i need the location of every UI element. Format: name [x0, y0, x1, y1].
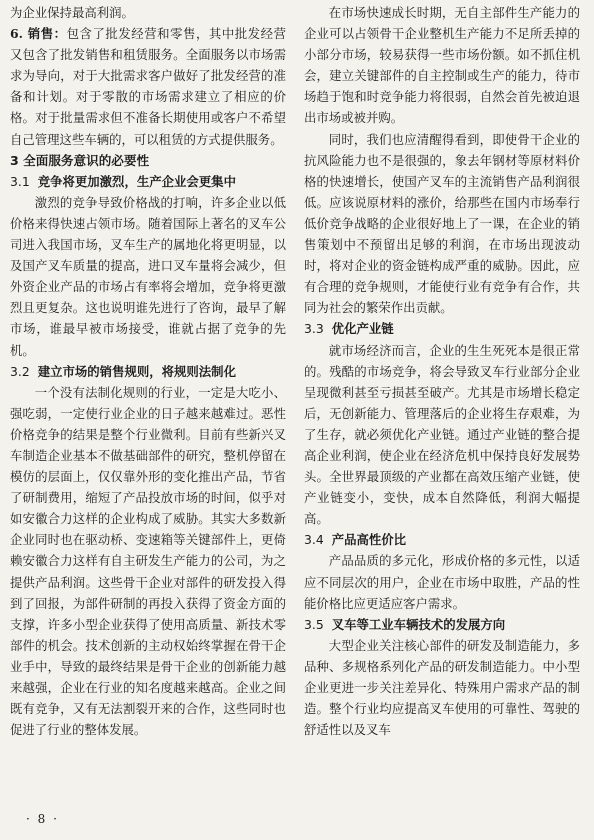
- paragraph: 就市场经济而言，企业的生生死死本是很正常的。残酷的市场竞争，将会导致叉车行业部分企业呈现微利甚至亏损甚至破产。尤其是市场增长稳定后，无创新能力、管理落后的企业将生存艰难，为了生存，就必须优化产业链。通过产业链的整合提高企业利润，使企业在经济危机中保持良好发展势头。全世界最顶级的产业都在高效压缩产业链，使产业链变小，变快，成本自然降低，利润大幅提高。: [304, 342, 580, 527]
- subsection-number: 3.5: [304, 616, 324, 632]
- sales-lead: 6. 销售：: [10, 26, 67, 42]
- subsection-title: 竞争将更加激烈，生产企业会更集中: [37, 173, 236, 189]
- subsection-heading: [304, 318, 580, 339]
- paragraph: 激烈的竞争导致价格战的打响，许多企业以低价格来得快速占领市场。随着国际上著名的叉车公司进入我国市场，叉车生产的属地化将更明显，以及国产叉车质量的提高，进口叉车量将会减少，但外资企业产品的市场占有率将会增加，竞争将更激烈且更复杂。这也说明谁先进行了咨询，最早了解市场，谁最早被市场接受，谁就占据了竞争的先机。: [10, 194, 286, 358]
- section-heading: 3 全面服务意识的必要性: [10, 152, 150, 168]
- left-column: [10, 2, 286, 740]
- sales-text: 包含了批发经营和零售，其中批发经营又包含了批发销售和租赁服务。全面服务以市场需求为导向，对于大批需求客户做好了批发经营的准备和计划。对于零散的市场需求建立了相应的价格。对于批量需求但不准备长期使用或客户不希望自己管理这些车辆的，可以租赁的方式提供服务。: [10, 26, 286, 147]
- paragraph: 为企业保持最高利润。: [10, 5, 134, 20]
- subsection-number: 3.1: [10, 173, 30, 189]
- right-column: [304, 2, 580, 740]
- paragraph: 在市场快速成长时期，无自主部件生产能力的企业可以占领骨干企业整机生产能力不足所丢掉的小部分市场，较易获得一些市场份额。如不抓住机会，建立关键部件的自主控制或生产的能力，待市场趋于饱和时竞争能力将很弱，自然会首先被迫退出市场或被并购。: [304, 5, 580, 126]
- subsection-title: 优化产业链: [331, 321, 394, 337]
- subsection-heading: [10, 171, 286, 192]
- subsection-heading: [304, 529, 580, 550]
- paragraph: 一个没有法制化规则的行业，一定是大吃小、强吃弱，一定使行业企业的日子越来越难过。恶性价格竞争的结果是整个行业微利。目前有些新兴叉车制造企业基本不做基础部件的研究，整机停留在模仿的层面上，仅仅靠外形的变化推出产品，节省了研制费用，缩短了产品投放市场的时间，似乎对如安徽合力这样的企业构成了威胁。其实大多数新企业同时也在驱动桥、变速箱等关键部件上，更倚赖安徽合力这样有自主研发生产能力的公司，为之提供产品利润。这些骨干企业对部件的研发投入得到了回报，为部件研制的再投入获得了资金方面的支撑，许多小型企业获得了使用高质量、新技术零部件的机会。技术创新的主动权始终掌握在骨干企业手中，导致的最终结果是骨干企业的创新能力越来越强，企业在行业的知名度越来越高。企业之间既有竞争，又有无法割裂开来的合作，这些同时也促进了行业的整体发展。: [10, 384, 286, 738]
- paragraph: 大型企业关注核心部件的研发及制造能力，多品种、多规格系列化产品的研发制造能力。中小型企业更进一步关注差异化、特殊用户需求产品的制造。整个行业均应提高叉车使用的可靠性、驾驶的舒适性以及叉车: [304, 637, 580, 738]
- subsection-title: 建立市场的销售规则，将规则法制化: [37, 363, 236, 379]
- subsection-title: 产品高性价比: [331, 532, 407, 548]
- subsection-number: 3.2: [10, 363, 30, 379]
- subsection-heading: [304, 614, 580, 635]
- sales-paragraph: [10, 23, 286, 150]
- page-number: · 8 ·: [26, 812, 59, 826]
- paragraph: 同时，我们也应清醒得看到，即使骨干企业的抗风险能力也不是很强的，象去年钢材等原材料价格的快速增长，使国产叉车的主流销售产品利润很低。应该说原材料的涨价，给那些在国内市场奉行低价竞争战略的企业很好地上了一课，在企业的销售策划中不预留出足够的利润，在市场出现波动时，将对企业的资金链构成严重的威胁。因此，应有合理的竞争规则，才能使行业有竞争有合作，共同为社会的繁荣作出贡献。: [304, 131, 580, 316]
- paragraph: 产品品质的多元化，形成价格的多元性，以适应不同层次的用户，企业在市场中取胜，产品的性能价格比应更适应客户需求。: [304, 553, 580, 611]
- subsection-number: 3.3: [304, 321, 324, 337]
- subsection-number: 3.4: [304, 532, 324, 548]
- subsection-heading: [10, 361, 286, 382]
- subsection-title: 叉车等工业车辆技术的发展方向: [331, 616, 506, 632]
